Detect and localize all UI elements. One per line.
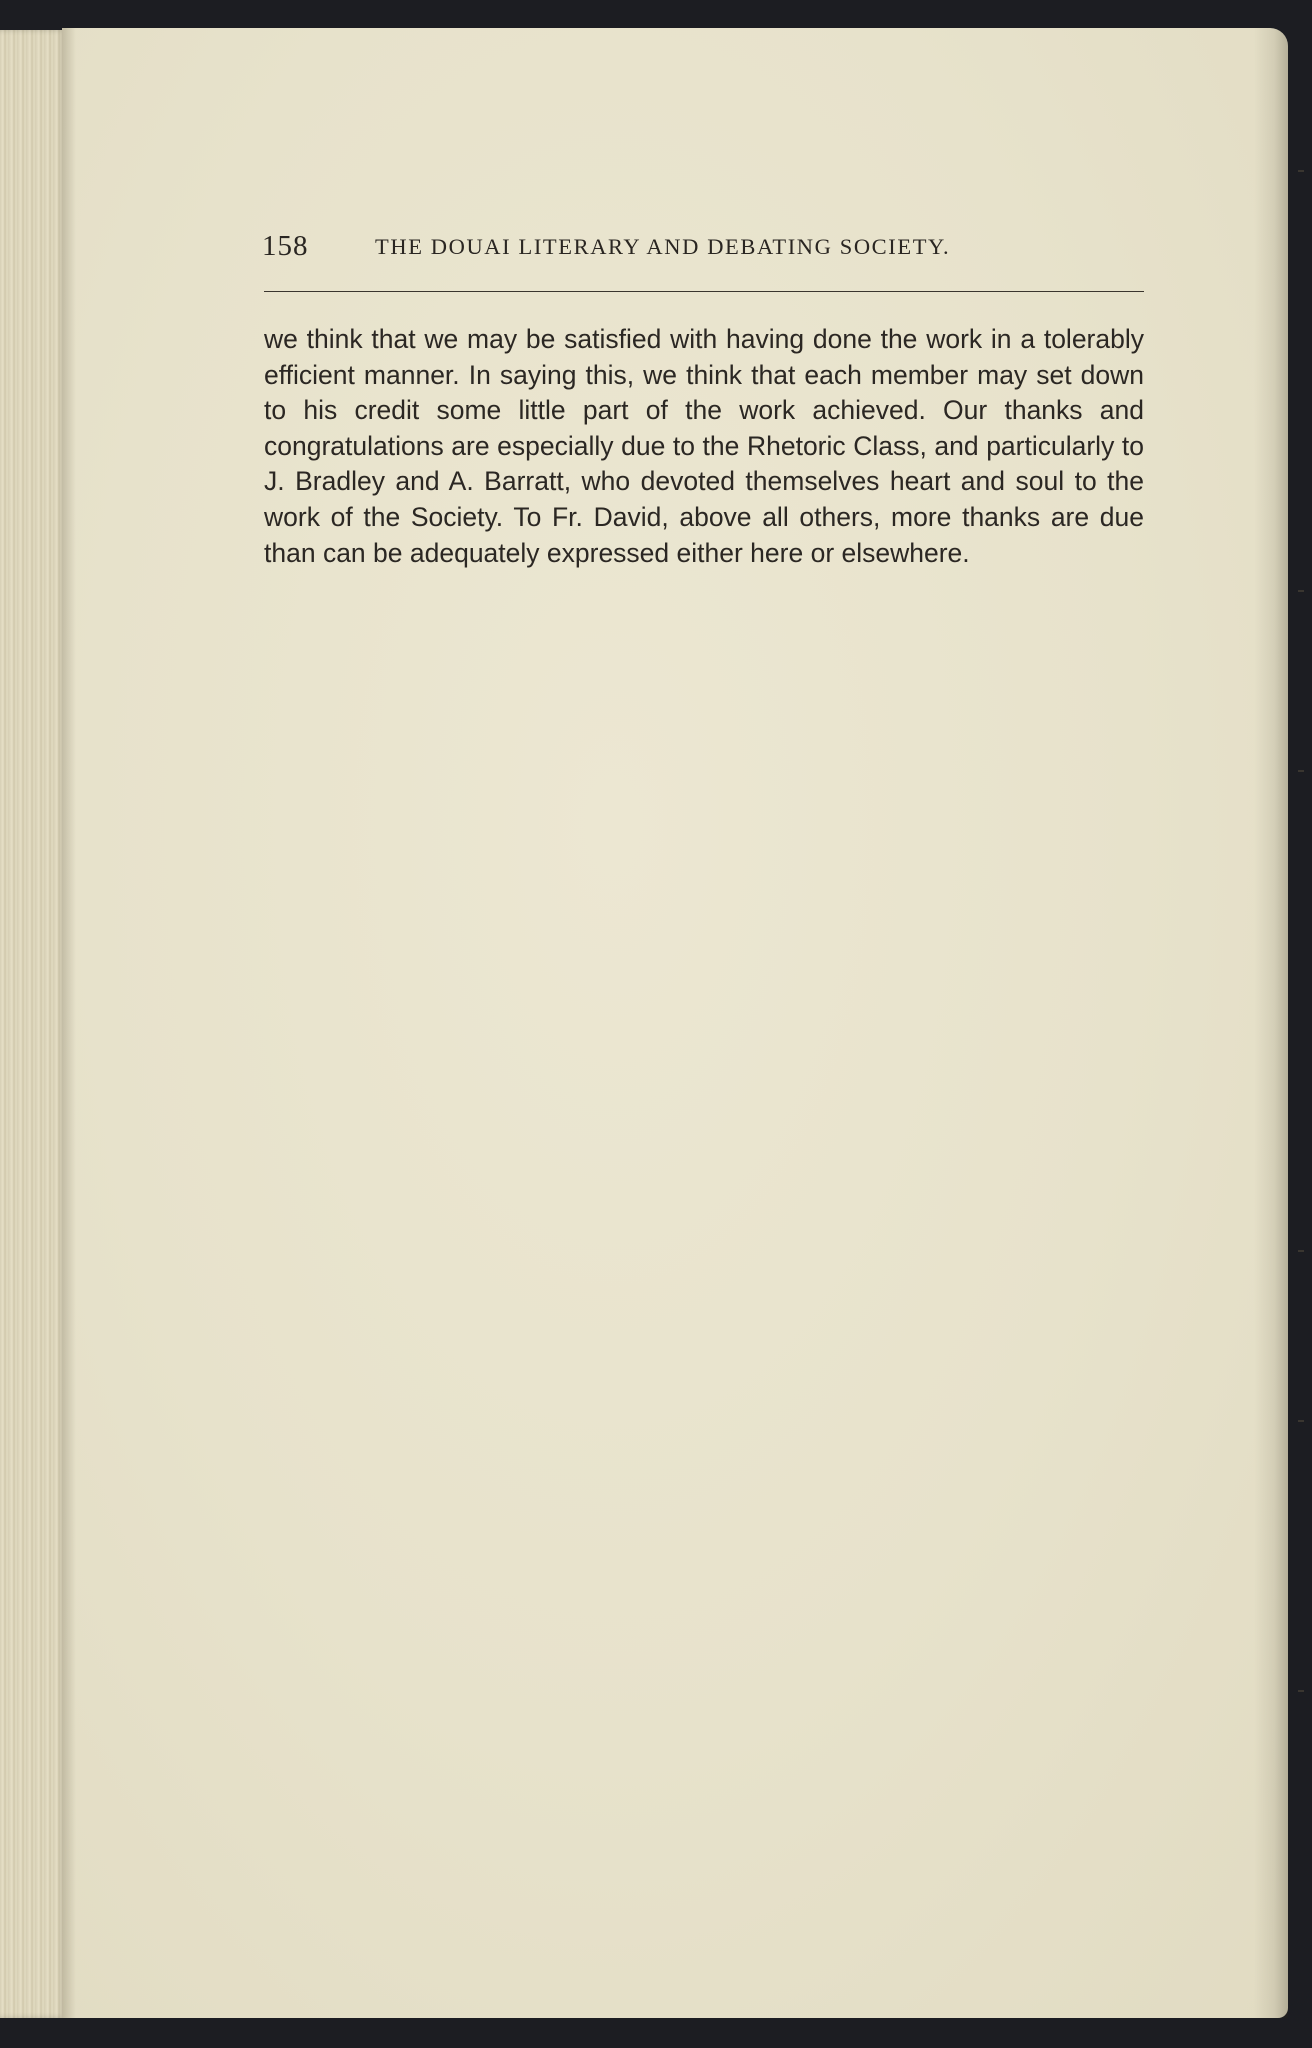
running-title: THE DOUAI LITERARY AND DEBATING SOCIETY.: [375, 234, 951, 259]
header-rule: [264, 291, 1144, 292]
book-page-edges: [0, 30, 66, 2018]
page-edge-marks: [1296, 160, 1304, 1860]
page-number: 158: [262, 230, 309, 262]
page-edge-shadow: [1254, 28, 1288, 2018]
body-paragraph: we think that we may be satisfied with having done the work in a tolerably efficient manner. In saying this, we think that each member may set down to his credit some little part of the work achieved. Our thanks and congratulations are especially due to the Rhetoric Class, and particularly to J. Bradley and A. Barratt, who devoted themselves heart and soul to the work of the Society. To Fr. David, above all others, more thanks are due than can be adequately expressed either here or elsewhere.: [264, 324, 1144, 568]
running-head: [262, 228, 1142, 268]
page-gutter-shadow: [62, 28, 76, 2018]
